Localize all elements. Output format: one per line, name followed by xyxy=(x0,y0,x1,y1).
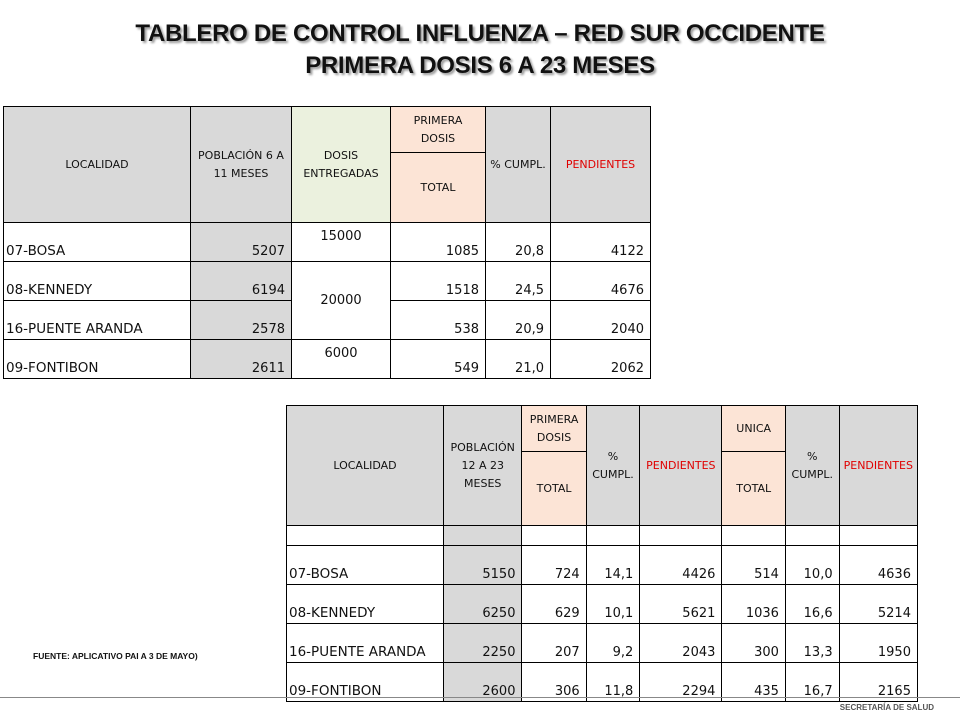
cell-unica-total: 435 xyxy=(722,663,786,702)
cell-poblacion: 5207 xyxy=(191,223,292,262)
table-row xyxy=(4,340,651,379)
cell-cumpl: 20,9 xyxy=(486,301,551,340)
cell-pendientes: 2043 xyxy=(640,624,722,663)
cell-pendientes: 4676 xyxy=(551,262,651,301)
header-poblacion: POBLACIÓN 12 A 23 MESES xyxy=(443,406,522,526)
cell-pendientes: 4426 xyxy=(640,546,722,585)
cell-localidad: 09-FONTIBON xyxy=(4,340,191,379)
table-row xyxy=(287,624,960,663)
header-unica-total: TOTAL xyxy=(722,452,786,526)
header-unica: UNICA xyxy=(722,406,786,452)
cell-unica-cumpl: 16,7 xyxy=(785,663,839,702)
header-total: TOTAL xyxy=(391,153,486,223)
header-pendientes: PENDIENTES xyxy=(640,406,722,526)
footer-divider xyxy=(0,697,960,698)
header-cumpl: % CUMPL. xyxy=(586,406,640,526)
cell-localidad: 09-FONTIBON xyxy=(287,663,444,702)
cell-poblacion: 2611 xyxy=(191,340,292,379)
cell-pendientes: 4122 xyxy=(551,223,651,262)
table-row xyxy=(4,223,651,262)
header-poblacion: POBLACIÓN 6 A 11 MESES xyxy=(191,107,292,223)
cell-cumpl: 14,1 xyxy=(586,546,640,585)
cell-total: 1518 xyxy=(391,262,486,301)
cell-localidad: 16-PUENTE ARANDA xyxy=(4,301,191,340)
cell-total: 538 xyxy=(391,301,486,340)
cell-unica-total: 300 xyxy=(722,624,786,663)
cell-pendientes: 5621 xyxy=(640,585,722,624)
cell-unica-pendientes: 2165 xyxy=(839,663,917,702)
page-subtitle: PRIMERA DOSIS 6 A 23 MESES xyxy=(305,52,655,79)
cell-cumpl: 9,2 xyxy=(586,624,640,663)
cell-unica-pendientes: 1950 xyxy=(839,624,917,663)
header-primera-dosis: PRIMERA DOSIS xyxy=(522,406,586,452)
cell-poblacion: 6250 xyxy=(443,585,522,624)
footer-label: SECRETARÍA DE SALUD xyxy=(839,703,934,712)
header-dosis-entregadas: DOSIS ENTREGADAS xyxy=(292,107,391,223)
cell-total: 306 xyxy=(522,663,586,702)
cell-poblacion: 2578 xyxy=(191,301,292,340)
cell-cumpl: 20,8 xyxy=(486,223,551,262)
cell-unica-pendientes: 4636 xyxy=(839,546,917,585)
cell-localidad: 16-PUENTE ARANDA xyxy=(287,624,444,663)
cell-pendientes: 2294 xyxy=(640,663,722,702)
cell-cumpl: 24,5 xyxy=(486,262,551,301)
header-unica-pendientes: PENDIENTES xyxy=(839,406,917,526)
header-cumpl: % CUMPL. xyxy=(486,107,551,223)
cell-pendientes: 2062 xyxy=(551,340,651,379)
header-unica-cumpl: % CUMPL. xyxy=(785,406,839,526)
cell-unica-cumpl: 13,3 xyxy=(785,624,839,663)
cell-poblacion: 2250 xyxy=(443,624,522,663)
cell-localidad: 07-BOSA xyxy=(4,223,191,262)
cell-dosis-entregadas: 6000 xyxy=(292,340,391,379)
cell-poblacion: 6194 xyxy=(191,262,292,301)
cell-unica-cumpl: 16,6 xyxy=(785,585,839,624)
cell-cumpl: 21,0 xyxy=(486,340,551,379)
cell-cumpl: 10,1 xyxy=(586,585,640,624)
cell-cumpl: 11,8 xyxy=(586,663,640,702)
cell-poblacion: 2600 xyxy=(443,663,522,702)
cell-total: 207 xyxy=(522,624,586,663)
header-localidad: LOCALIDAD xyxy=(287,406,444,526)
cell-localidad: 07-BOSA xyxy=(287,546,444,585)
header-primera-dosis: PRIMERA DOSIS xyxy=(391,107,486,153)
source-note: FUENTE: APLICATIVO PAI A 3 DE MAYO) xyxy=(33,651,198,661)
table-row xyxy=(4,262,651,301)
cell-poblacion: 5150 xyxy=(443,546,522,585)
cell-unica-cumpl: 10,0 xyxy=(785,546,839,585)
cell-unica-total: 1036 xyxy=(722,585,786,624)
table-row xyxy=(287,663,960,702)
table-12-23-meses xyxy=(286,405,960,702)
cell-total: 549 xyxy=(391,340,486,379)
header-total: TOTAL xyxy=(522,452,586,526)
table-row xyxy=(287,585,960,624)
cell-total: 1085 xyxy=(391,223,486,262)
page-title: TABLERO DE CONTROL INFLUENZA – RED SUR OCCIDENTE xyxy=(135,20,825,47)
cell-unica-total: 514 xyxy=(722,546,786,585)
cell-pendientes: 2040 xyxy=(551,301,651,340)
cell-unica-pendientes: 5214 xyxy=(839,585,917,624)
cell-localidad: 08-KENNEDY xyxy=(287,585,444,624)
cell-dosis-entregadas: 20000 xyxy=(292,262,391,340)
cell-total: 724 xyxy=(522,546,586,585)
table-row xyxy=(287,546,960,585)
cell-total: 629 xyxy=(522,585,586,624)
header-localidad: LOCALIDAD xyxy=(4,107,191,223)
cell-localidad: 08-KENNEDY xyxy=(4,262,191,301)
header-pendientes: PENDIENTES xyxy=(551,107,651,223)
table-6-11-meses xyxy=(3,106,651,379)
cell-dosis-entregadas: 15000 xyxy=(292,223,391,262)
